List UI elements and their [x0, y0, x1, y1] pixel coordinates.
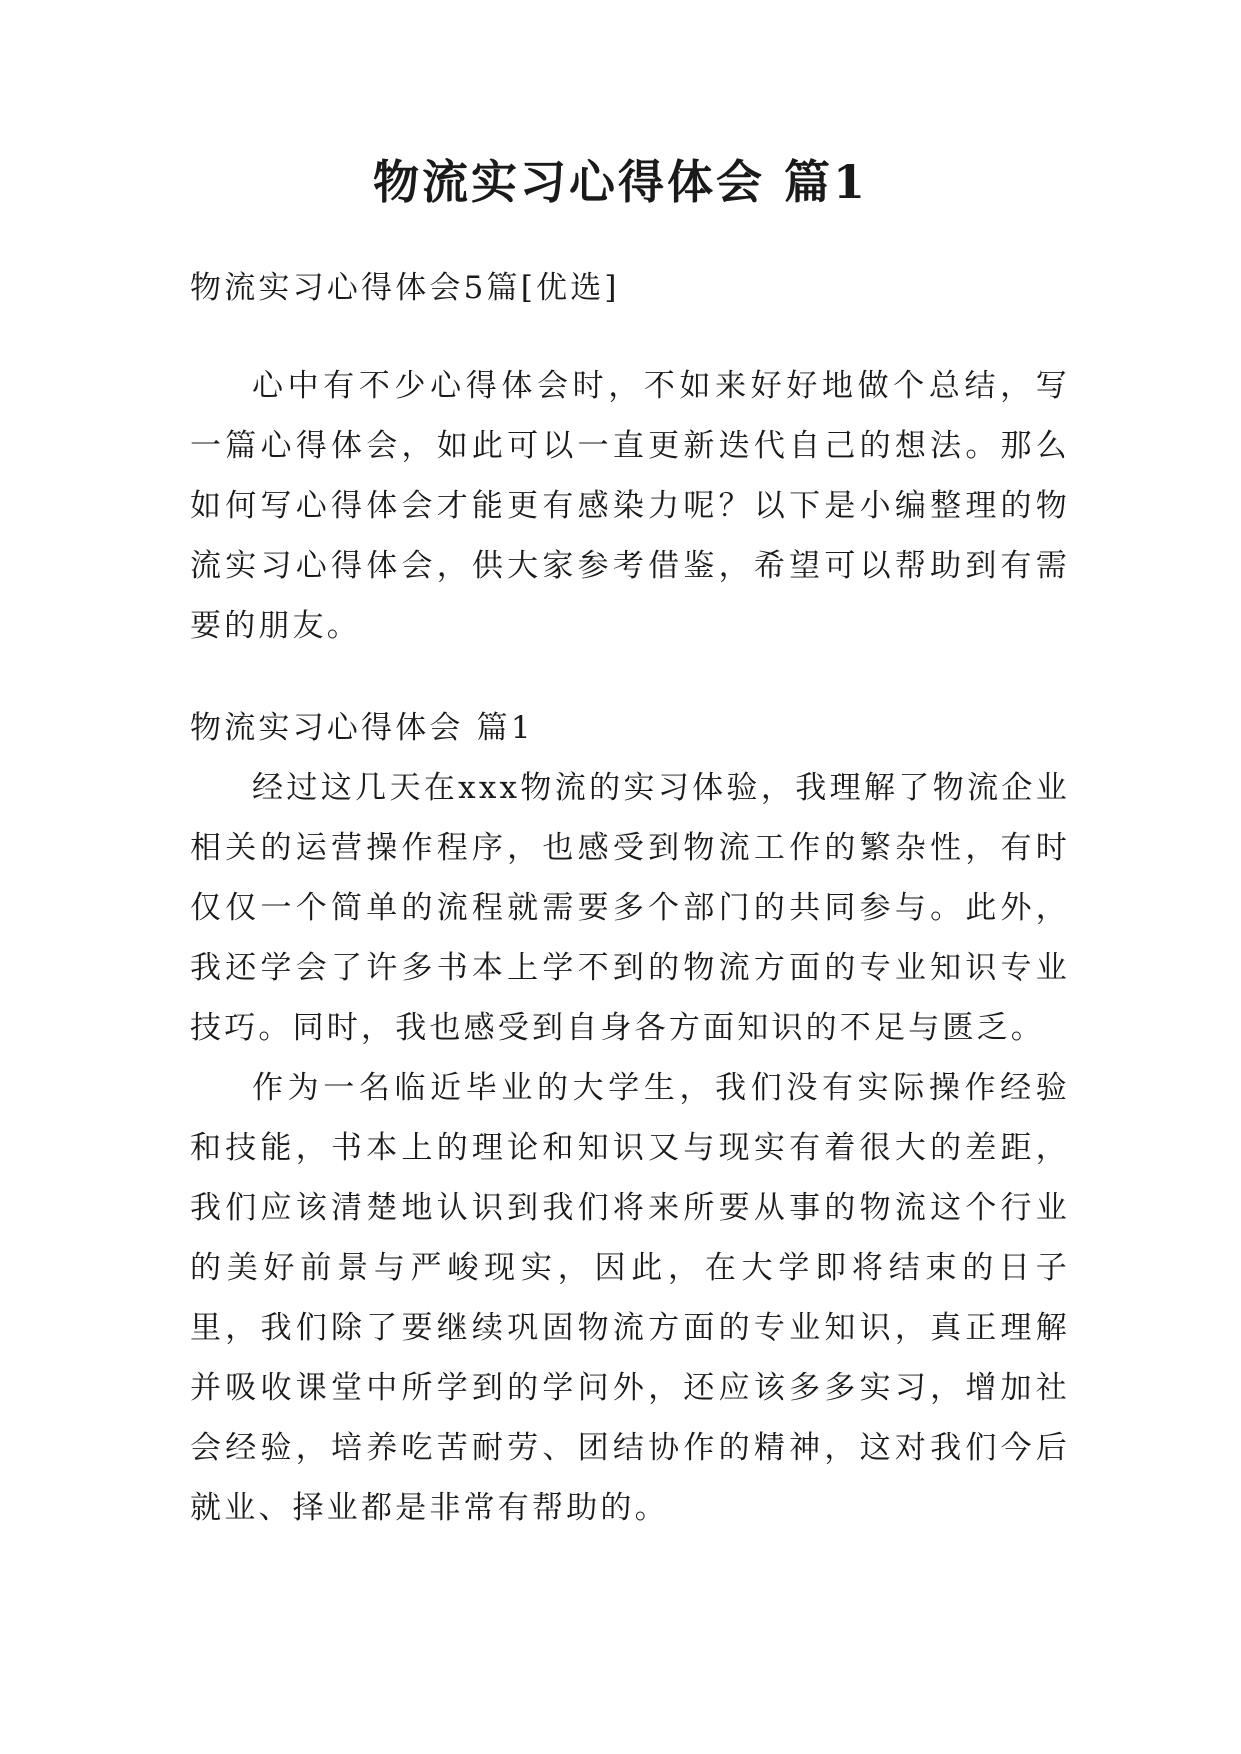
- body-paragraph-1: 经过这几天在xxx物流的实习体验，我理解了物流企业相关的运营操作程序，也感受到物流工作的繁杂性，有时仅仅一个简单的流程就需要多个部门的共同参与。此外，我还学会了许多书本上学不到的物流方面的专业知识专业技巧。同时，我也感受到自身各方面知识的不足与匮乏。: [190, 770, 1070, 1046]
- intro-paragraph: 心中有不少心得体会时，不如来好好地做个总结，写一篇心得体会，如此可以一直更新迭代自己的想法。那么如何写心得体会才能更有感染力呢？以下是小编整理的物流实习心得体会，供大家参考借鉴，希望可以帮助到有需要的朋友。: [190, 368, 1070, 644]
- document-subtitle: 物流实习心得体会5篇[优选]: [190, 270, 620, 306]
- section-heading: 物流实习心得体会 篇1: [190, 710, 534, 746]
- document-title: 物流实习心得体会 篇1: [372, 155, 869, 209]
- body-paragraph-2: 作为一名临近毕业的大学生，我们没有实际操作经验和技能，书本上的理论和知识又与现实有着很大的差距，我们应该清楚地认识到我们将来所要从事的物流这个行业的美好前景与严峻现实，因此，在大学即将结束的日子里，我们除了要继续巩固物流方面的专业知识，真正理解并吸收课堂中所学到的学问外，还应该多多实习，增加社会经验，培养吃苦耐劳、团结协作的精神，这对我们今后就业、择业都是非常有帮助的。: [190, 1070, 1070, 1526]
- document-body: [190, 258, 1070, 1538]
